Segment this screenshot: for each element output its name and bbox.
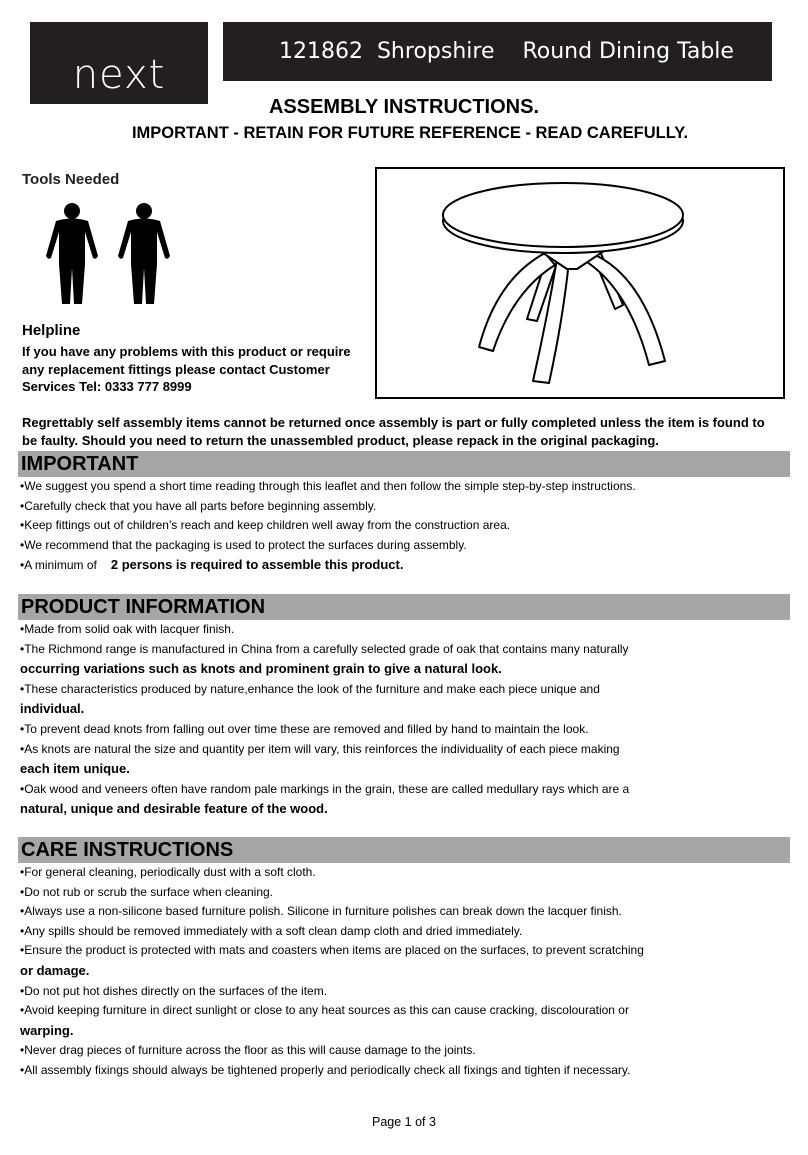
list-item: • Always use a non-silicone based furniture polish. Silicone in furniture polishes can break down the lacquer finish. [20, 902, 680, 922]
list-item: • To prevent dead knots from falling out over time these are removed and filled by hand to maintain the look. [20, 720, 680, 740]
product-list [20, 620, 680, 820]
list-item: • Avoid keeping furniture in direct sunlight or close to any heat sources as this can cause cracking, discolouration or warping. [20, 1001, 680, 1041]
minimum-persons-text: 2 persons is required to assemble this product. [110, 557, 404, 573]
returns-notice: Regrettably self assembly items cannot be returned once assembly is part or fully completed unless the item is found to be faulty. Should you need to return the unassembled product, please repack in the original packaging. [22, 415, 765, 448]
helpline-heading: Helpline [22, 322, 81, 339]
important-list [20, 477, 680, 576]
list-item: • Do not rub or scrub the surface when cleaning. [20, 883, 680, 903]
list-item: • Never drag pieces of furniture across the floor as this will cause damage to the joints. [20, 1041, 680, 1061]
important-section-title: IMPORTANT [18, 451, 790, 477]
care-section-title: CARE INSTRUCTIONS [18, 837, 790, 863]
product-title-bar: 121862 Shropshire Round Dining Table [223, 22, 772, 81]
list-item: • These characteristics produced by nature,enhance the look of the furniture and make each piece unique and individual. [20, 680, 680, 720]
list-item: • Made from solid oak with lacquer finish. [20, 620, 680, 640]
list-item: • For general cleaning, periodically dust with a soft cloth. [20, 863, 680, 883]
list-item: • The Richmond range is manufactured in China from a carefully selected grade of oak that contains many naturally occurring variations such as knots and prominent grain to give a natural look. [20, 640, 680, 680]
two-persons-icon [38, 202, 178, 306]
list-item: • Oak wood and veneers often have random pale markings in the grain, these are called medullary rays which are a natural, unique and desirable feature of the wood. [20, 780, 680, 820]
retain-heading: IMPORTANT - RETAIN FOR FUTURE REFERENCE - READ CAREFULLY. [131, 124, 689, 142]
list-item: • Do not put hot dishes directly on the surfaces of the item. [20, 982, 680, 1002]
brand-logo [30, 22, 208, 104]
illustration-frame [375, 167, 785, 399]
list-item: • Carefully check that you have all parts before beginning assembly. [20, 497, 680, 517]
care-list [20, 863, 680, 1081]
list-item: • Any spills should be removed immediately with a soft clean damp cloth and dried immediately. [20, 922, 680, 942]
list-item: • Ensure the product is protected with mats and coasters when items are placed on the surfaces, to prevent scratching or damage. [20, 941, 680, 981]
minimum-prefix: A minimum of [24, 558, 97, 573]
list-item: • We recommend that the packaging is used to protect the surfaces during assembly. [20, 536, 680, 556]
list-item [20, 555, 680, 576]
helpline-text: If you have any problems with this product or require any replacement fittings please contact Customer Services Tel: 0333 777 8999 [22, 344, 351, 394]
list-item: • As knots are natural the size and quantity per item will vary, this reinforces the individuality of each piece making each item unique. [20, 740, 680, 780]
list-item: • All assembly fixings should always be tightened properly and periodically check all fixings and tighten if necessary. [20, 1061, 680, 1081]
tools-heading: Tools Needed [22, 171, 120, 188]
logo-text: next [72, 52, 166, 98]
page-number: Page 1 of 3 [372, 1115, 436, 1129]
product-section-title: PRODUCT INFORMATION [18, 594, 790, 620]
assembly-heading: ASSEMBLY INSTRUCTIONS. [268, 96, 540, 118]
round-table-illustration [377, 169, 783, 397]
list-item: • We suggest you spend a short time reading through this leaflet and then follow the simple step-by-step instructions. [20, 477, 680, 497]
list-item: • Keep fittings out of children's reach and keep children well away from the construction area. [20, 516, 680, 536]
